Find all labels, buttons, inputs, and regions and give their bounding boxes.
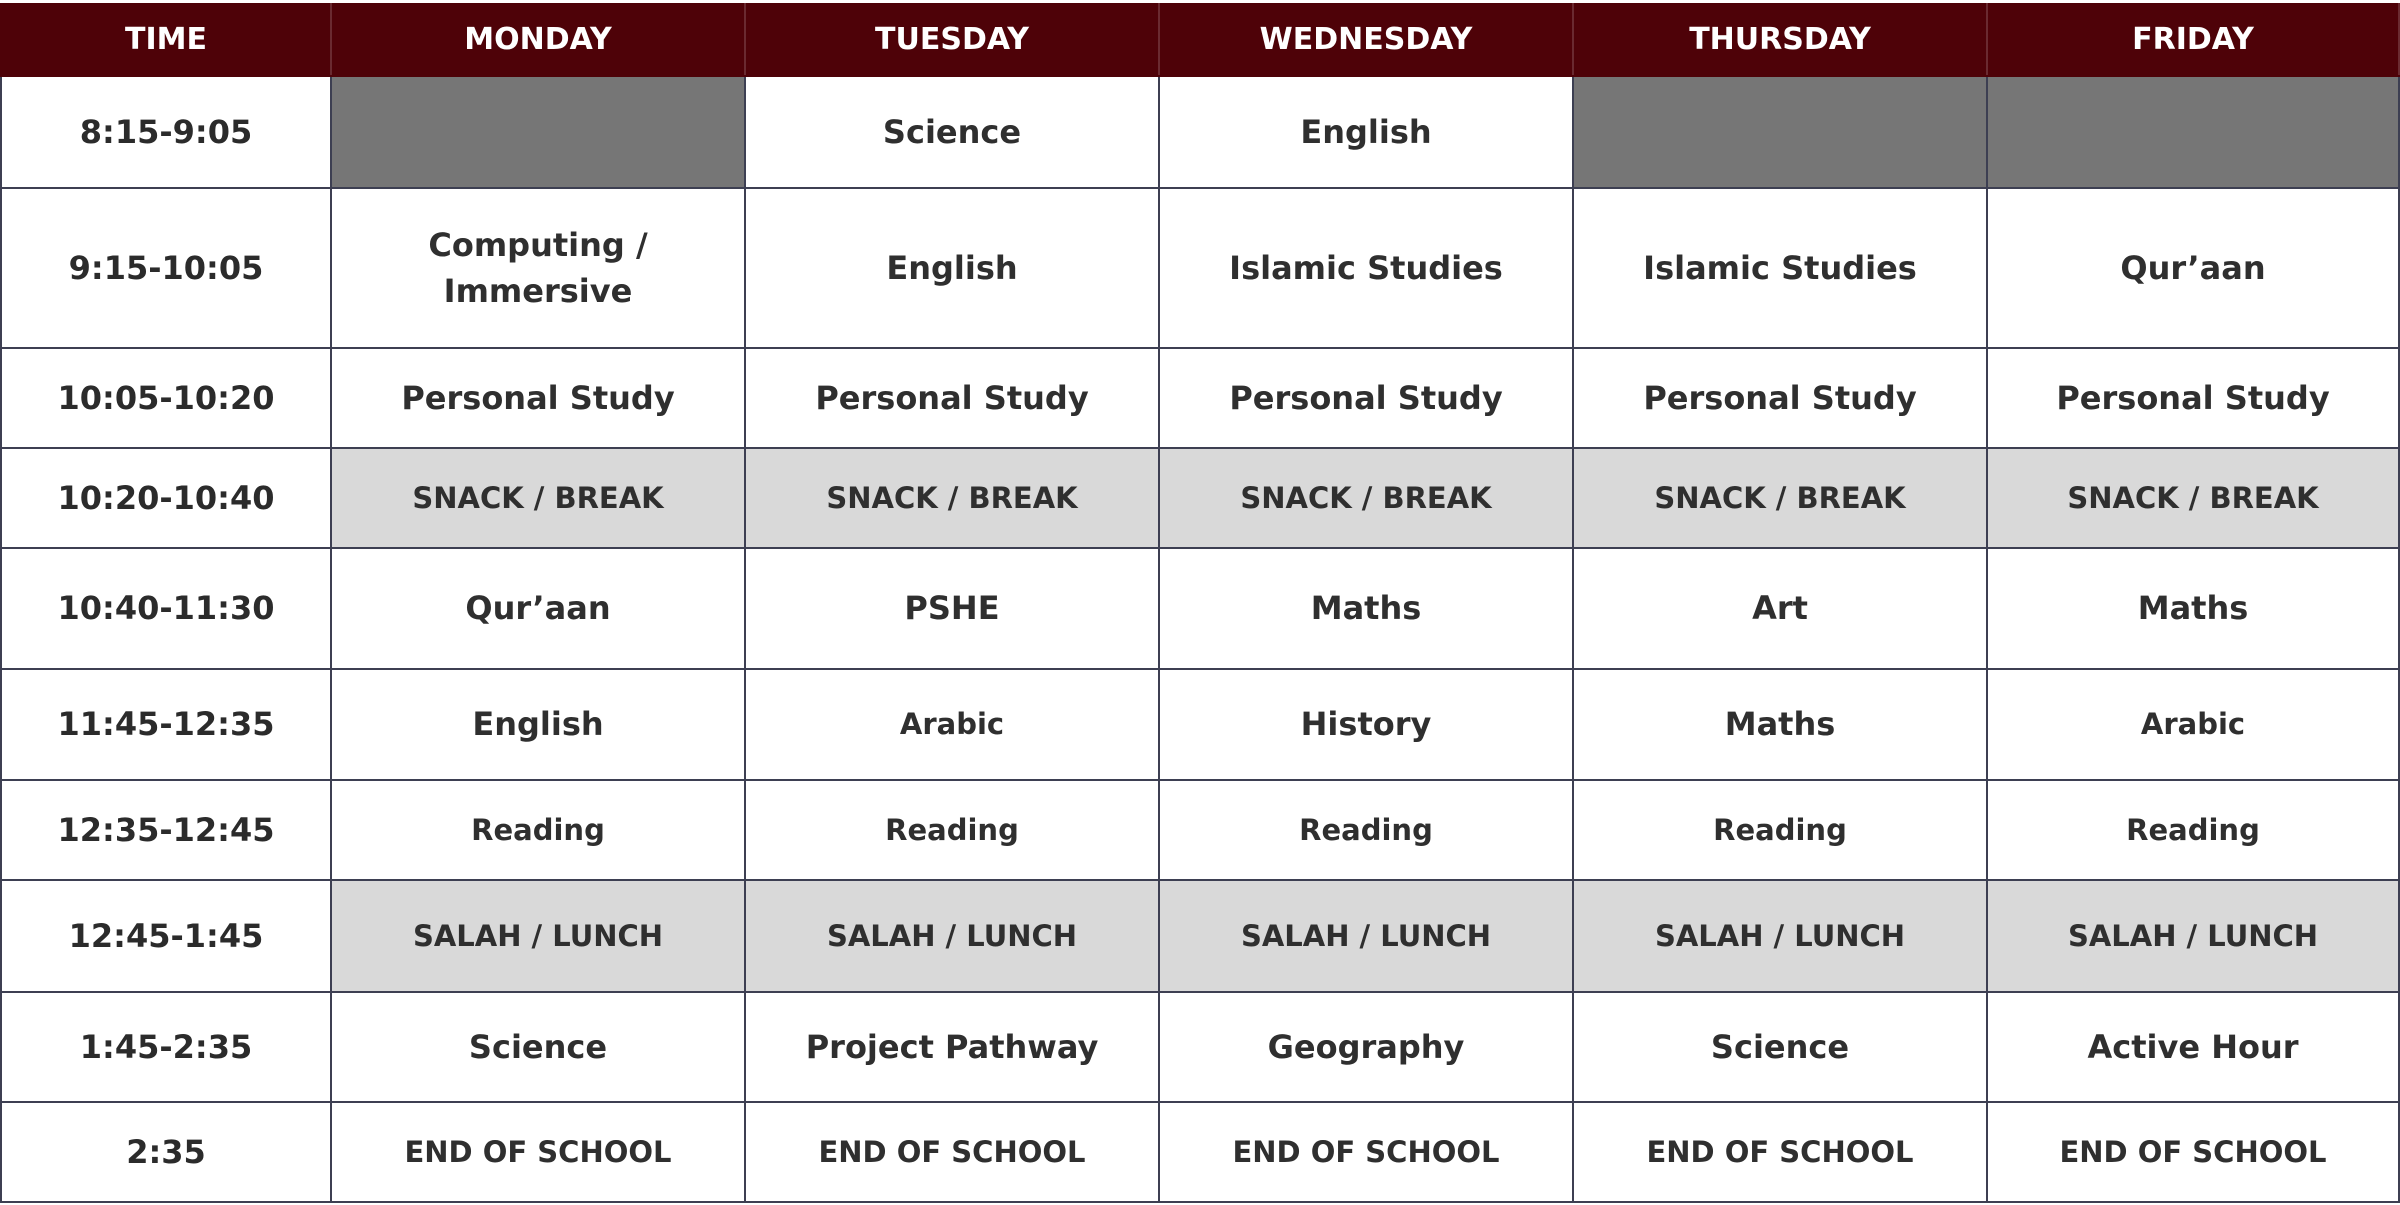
table-row	[1, 669, 2399, 780]
header-wednesday: WEDNESDAY	[1159, 4, 1573, 76]
header-thursday: THURSDAY	[1573, 4, 1987, 76]
table-row	[1, 448, 2399, 548]
break-cell: SNACK / BREAK	[745, 448, 1159, 548]
lesson-cell: Personal Study	[1573, 348, 1987, 448]
time-cell: 10:40-11:30	[1, 548, 331, 669]
lunch-cell: SALAH / LUNCH	[331, 880, 745, 992]
lesson-cell: Islamic Studies	[1159, 188, 1573, 348]
lesson-cell: Personal Study	[1987, 348, 2399, 448]
break-cell: SNACK / BREAK	[1987, 448, 2399, 548]
lesson-cell: Art	[1573, 548, 1987, 669]
lunch-cell: SALAH / LUNCH	[745, 880, 1159, 992]
end-of-school-cell: END OF SCHOOL	[745, 1102, 1159, 1202]
header-monday: MONDAY	[331, 4, 745, 76]
lesson-cell: Science	[745, 76, 1159, 188]
time-cell: 10:05-10:20	[1, 348, 331, 448]
time-cell: 12:45-1:45	[1, 880, 331, 992]
lesson-cell: Reading	[331, 780, 745, 880]
end-of-school-cell: END OF SCHOOL	[1573, 1102, 1987, 1202]
table-row	[1, 76, 2399, 188]
lesson-cell: Project Pathway	[745, 992, 1159, 1102]
time-cell: 9:15-10:05	[1, 188, 331, 348]
end-of-school-cell: END OF SCHOOL	[1159, 1102, 1573, 1202]
time-cell: 10:20-10:40	[1, 448, 331, 548]
table-row	[1, 548, 2399, 669]
table-row	[1, 992, 2399, 1102]
lesson-cell: Active Hour	[1987, 992, 2399, 1102]
lesson-cell: Maths	[1573, 669, 1987, 780]
lesson-cell: English	[331, 669, 745, 780]
lunch-cell: SALAH / LUNCH	[1573, 880, 1987, 992]
lesson-cell: Personal Study	[1159, 348, 1573, 448]
time-cell: 8:15-9:05	[1, 76, 331, 188]
table-row	[1, 1102, 2399, 1202]
header-tuesday: TUESDAY	[745, 4, 1159, 76]
table-row	[1, 348, 2399, 448]
lunch-cell: SALAH / LUNCH	[1159, 880, 1573, 992]
lesson-cell: Science	[1573, 992, 1987, 1102]
time-cell: 2:35	[1, 1102, 331, 1202]
end-of-school-cell: END OF SCHOOL	[1987, 1102, 2399, 1202]
lesson-cell: PSHE	[745, 548, 1159, 669]
lesson-cell: Geography	[1159, 992, 1573, 1102]
lesson-cell: Maths	[1987, 548, 2399, 669]
time-cell: 1:45-2:35	[1, 992, 331, 1102]
empty-slot	[1573, 76, 1987, 188]
break-cell: SNACK / BREAK	[1159, 448, 1573, 548]
lesson-cell: Reading	[1987, 780, 2399, 880]
empty-slot	[1987, 76, 2399, 188]
header-friday: FRIDAY	[1987, 4, 2399, 76]
lesson-cell: Maths	[1159, 548, 1573, 669]
lesson-cell: Computing / Immersive	[331, 188, 745, 348]
end-of-school-cell: END OF SCHOOL	[331, 1102, 745, 1202]
lesson-cell: Qur’aan	[1987, 188, 2399, 348]
table-row	[1, 780, 2399, 880]
weekly-timetable	[0, 3, 2400, 1203]
time-cell: 12:35-12:45	[1, 780, 331, 880]
lesson-cell: English	[1159, 76, 1573, 188]
lunch-cell: SALAH / LUNCH	[1987, 880, 2399, 992]
lesson-cell: Qur’aan	[331, 548, 745, 669]
break-cell: SNACK / BREAK	[331, 448, 745, 548]
lesson-cell: Arabic	[745, 669, 1159, 780]
lesson-cell: Personal Study	[745, 348, 1159, 448]
lesson-cell: Reading	[1159, 780, 1573, 880]
lesson-cell: Personal Study	[331, 348, 745, 448]
table-row	[1, 880, 2399, 992]
lesson-cell: Islamic Studies	[1573, 188, 1987, 348]
lesson-cell: Science	[331, 992, 745, 1102]
lesson-cell: Arabic	[1987, 669, 2399, 780]
break-cell: SNACK / BREAK	[1573, 448, 1987, 548]
lesson-cell: History	[1159, 669, 1573, 780]
table-row	[1, 188, 2399, 348]
lesson-cell: Reading	[1573, 780, 1987, 880]
empty-slot	[331, 76, 745, 188]
lesson-cell: English	[745, 188, 1159, 348]
time-cell: 11:45-12:35	[1, 669, 331, 780]
header-time: TIME	[1, 4, 331, 76]
header-row	[1, 4, 2399, 76]
lesson-cell: Reading	[745, 780, 1159, 880]
